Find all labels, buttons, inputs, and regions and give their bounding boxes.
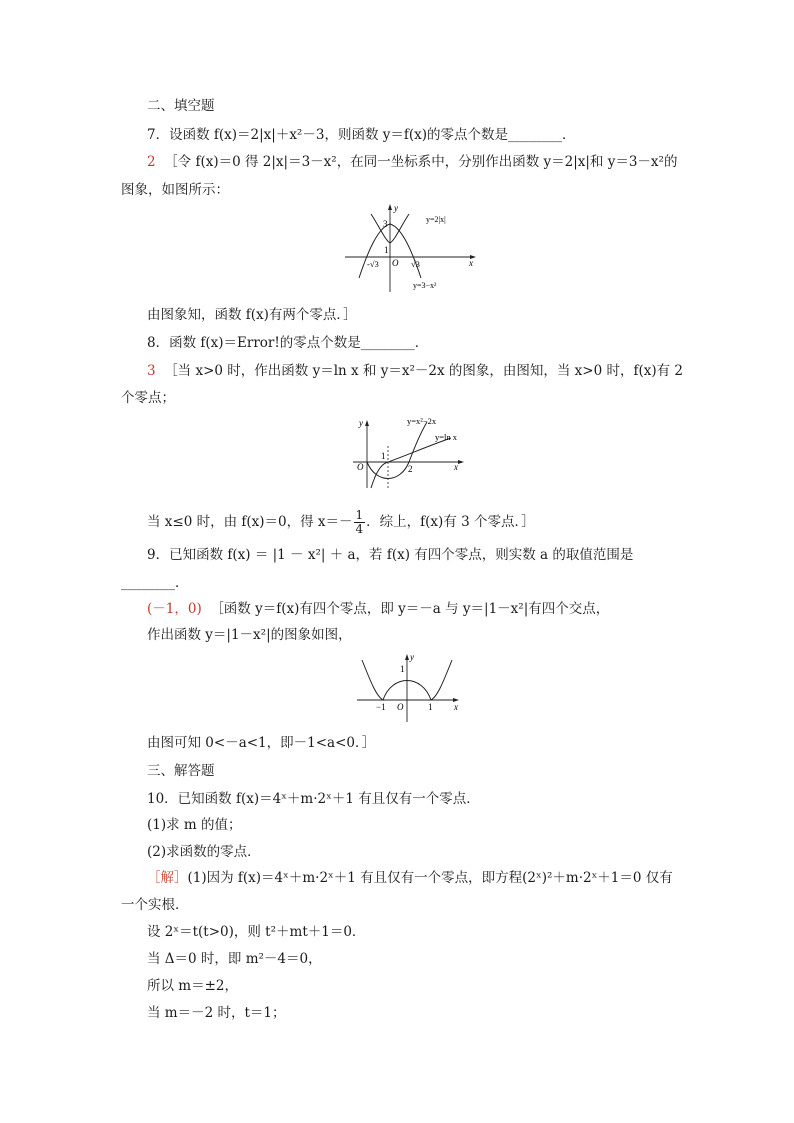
figure-8-graph <box>343 412 471 492</box>
solution-10-step-5: 所以 m＝±2， <box>147 978 238 994</box>
y-label: y <box>410 652 414 662</box>
tick-1: 1 <box>384 245 389 255</box>
answer-7: 2 <box>147 154 156 170</box>
tick-neg-sqrt3: -√3 <box>367 259 379 269</box>
solution-9-conclusion: 由图可知 0<－a<1，即－1<a<0．］ <box>147 735 376 751</box>
curve-ln <box>371 438 451 488</box>
curve-label-parabola: y=3−x² <box>413 281 437 290</box>
section-heading-fill-in: 二、填空题 <box>147 98 215 114</box>
tick-sqrt3: √3 <box>411 259 420 269</box>
y-label: y <box>394 203 398 213</box>
solution-tag: ［解］ <box>147 870 188 886</box>
figure-9-graph <box>352 650 464 725</box>
solution-8-line-1 <box>147 362 683 380</box>
tick-1: 1 <box>381 451 386 461</box>
solution-10-step-6: 当 m＝－2 时，t＝1； <box>147 1005 286 1021</box>
tick-1: 1 <box>428 702 433 712</box>
x-label: x <box>469 258 473 268</box>
origin-label: O <box>357 462 364 472</box>
tick-1-top: 1 <box>400 664 405 674</box>
solution-9-text: ［函数 y＝f(x)有四个零点，即 y＝－a 与 y＝|1－x²|有四个交点， <box>210 601 610 617</box>
tick-2: 2 <box>408 464 413 474</box>
solution-9-line-1 <box>147 600 609 618</box>
question-9-line-1: 9．已知函数 f(x) ＝ |1 － x²| ＋ a，若 f(x) 有四个零点，则实数 a 的取值范围是 <box>147 547 634 563</box>
solution-10-step-4: 当 Δ＝0 时，即 m²－4＝0， <box>147 951 322 967</box>
solution-7-line-2: 图象，如图所示： <box>121 182 229 198</box>
question-7: 7．设函数 f(x)＝2|x|＋x²－3，则函数 y＝f(x)的零点个数是________． <box>147 127 576 143</box>
origin-label: O <box>397 702 404 712</box>
figure-7-graph <box>343 200 478 295</box>
solution-7-conclusion: 由图象知，函数 f(x)有两个零点．］ <box>147 307 357 323</box>
fraction-numerator: 1 <box>355 508 364 522</box>
origin-label: O <box>392 258 399 268</box>
curve-label-exp: y=2|x| <box>426 215 446 224</box>
question-10-part-2: (2)求函数的零点． <box>147 844 261 860</box>
solution-10-line-1 <box>147 869 673 887</box>
curve-label-parabola: y=x²−2x <box>407 416 437 426</box>
answer-9: (－1，0) <box>147 601 202 617</box>
solution-10-text: (1)因为 f(x)＝4ˣ＋m·2ˣ＋1 有且仅有一个零点，即方程(2ˣ)²＋m·2ˣ＋1＝0 仅有 <box>187 870 673 886</box>
solution-10-step-3: 设 2ˣ＝t(t>0)，则 t²＋mt＋1＝0． <box>147 924 366 940</box>
solution-9-line-2: 作出函数 y＝|1－x²|的图象如图， <box>147 627 352 643</box>
x-label: x <box>454 702 458 712</box>
solution-8-line-2: 个零点； <box>121 390 175 406</box>
solution-10-line-2: 一个实根． <box>121 897 189 913</box>
x-label: x <box>454 462 458 472</box>
question-10: 10．已知函数 f(x)＝4ˣ＋m·2ˣ＋1 有且仅有一个零点． <box>147 791 480 807</box>
answer-8: 3 <box>147 363 156 379</box>
solution-8-text: ［当 x>0 时，作出函数 y＝ln x 和 y＝x²－2x 的图象，由图知，当 x>0 时，f(x)有 2 <box>164 363 683 379</box>
question-9-line-2: ________． <box>121 575 189 591</box>
fraction <box>354 509 366 536</box>
question-10-part-1: (1)求 m 的值； <box>147 817 242 833</box>
tick-3: 3 <box>383 219 388 229</box>
curve-label-ln: y=ln x <box>435 432 458 442</box>
solution-7-text: ［令 f(x)＝0 得 2|x|＝3－x²，在同一坐标系中，分别作出函数 y＝2|x|和 y＝3－x²的 <box>164 154 678 170</box>
tick-neg-1: −1 <box>376 702 386 712</box>
solution-8-conclusion <box>147 508 535 536</box>
y-label: y <box>359 418 363 428</box>
question-8: 8．函数 f(x)＝Error!的零点个数是________． <box>147 335 429 351</box>
conclusion-8-text-b: ．综上，f(x)有 3 个零点．］ <box>366 514 535 530</box>
section-heading-solve: 三、解答题 <box>147 763 215 779</box>
fraction-denominator: 4 <box>355 522 364 536</box>
conclusion-8-text-a: 当 x≤0 时，由 f(x)＝0，得 x＝－ <box>147 514 353 530</box>
solution-7-line-1 <box>147 153 677 171</box>
